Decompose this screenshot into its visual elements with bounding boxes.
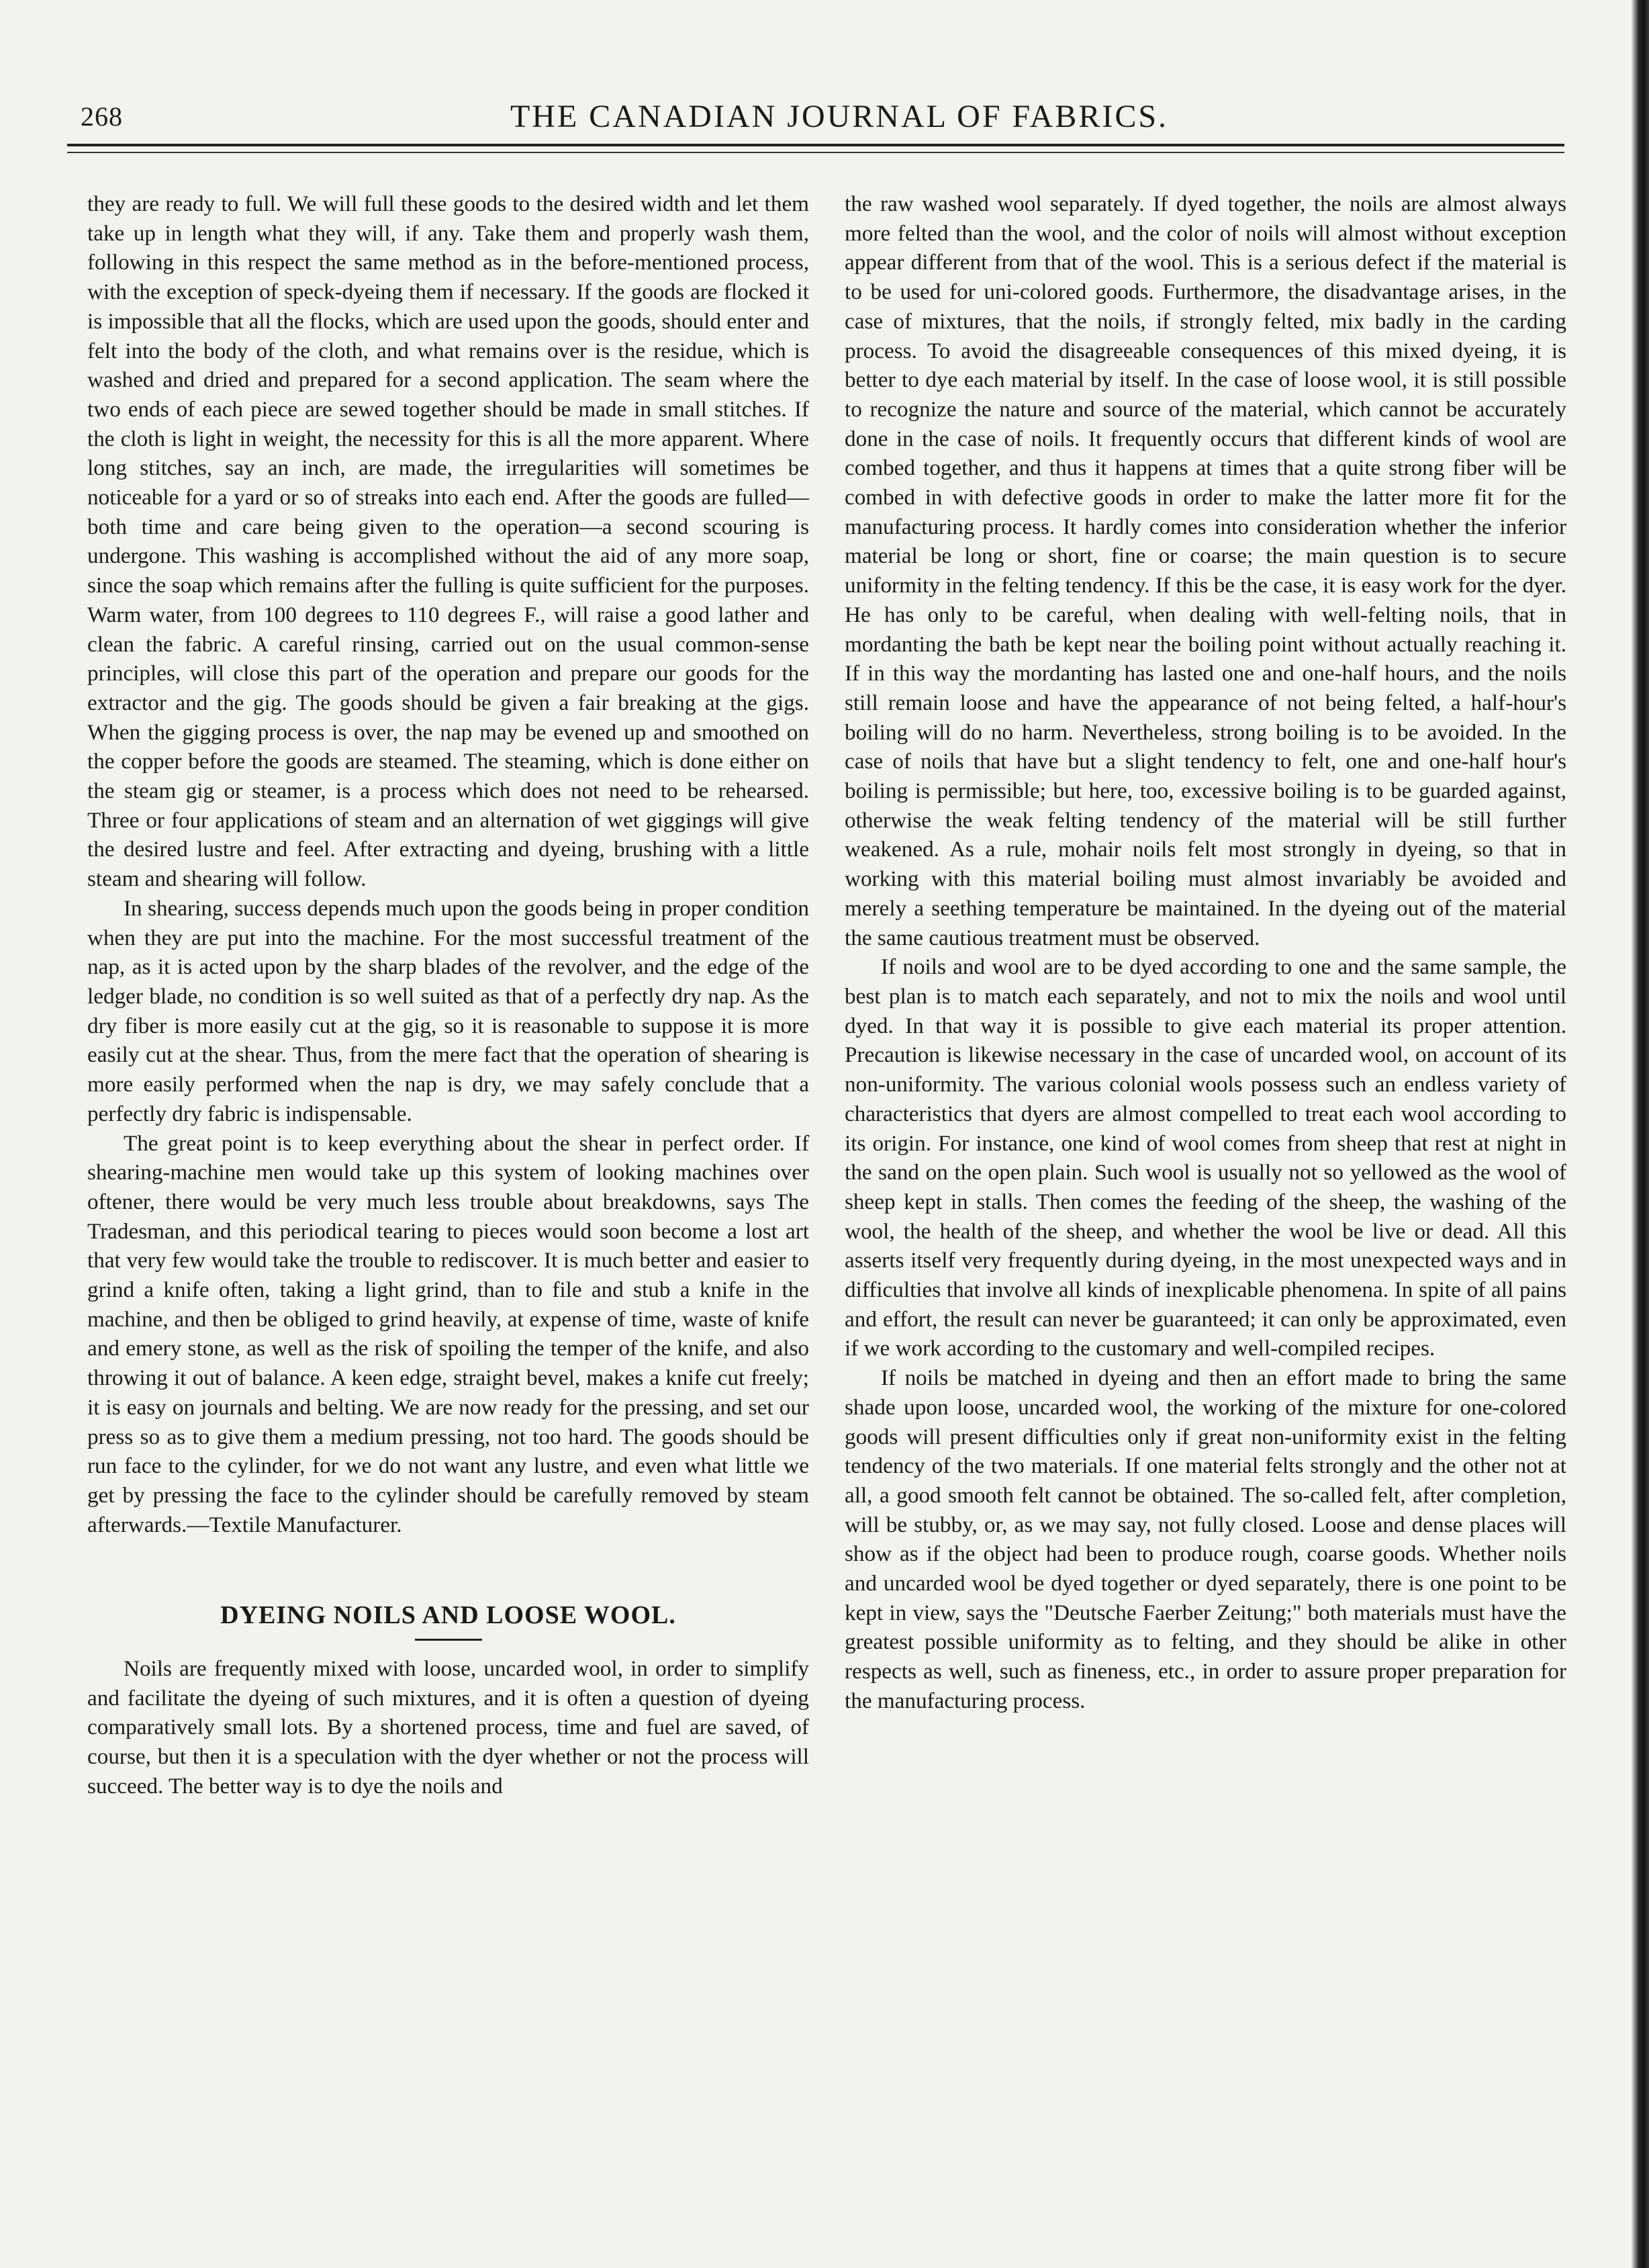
- article-heading: DYEING NOILS AND LOOSE WOOL.: [220, 1601, 676, 1630]
- article-paragraph: The great point is to keep everything about the shear in perfect order. If shearing-machine men would take up this system of looking machines over oftener, there would be very much less trouble about breakdowns, says The Tradesman, and this periodical tearing to pieces would soon become a lost art that very few would take the trouble to rediscover. It is much better and easier to grind a knife often, taking a light grind, than to file and stub a knife in the machine, and then be obliged to grind heavily, at expense of time, waste of knife and emery stone, as well as the risk of spoiling the temper of the knife, and also throwing it out of balance. A keen edge, straight bevel, makes a knife cut freely; it is easy on journals and belting. We are now ready for the pressing, and set our press so as to give them a medium pressing, not too hard. The goods should be run face to the cylinder, for we do not want any lustre, and even what little we get by pressing the face to the cylinder should be carefully removed by steam afterwards.—Textile Manufacturer.: [87, 1130, 809, 1537]
- article-paragraph: In shearing, success depends much upon the goods being in proper condition when they are put into the machine. For the most successful treatment of the nap, as it is acted upon by the sharp blades of the revolver, and the edge of the ledger blade, no condition is so well suited as that of a perfectly dry nap. As the dry fiber is more easily cut at the gig, so it is reasonable to suppose it is more easily cut at the shear. Thus, from the mere fact that the operation of shearing is more easily performed when the nap is dry, we may safely conclude that a perfectly dry fabric is indispensable.: [87, 895, 809, 1126]
- page-number: 268: [81, 101, 123, 132]
- right-column: [845, 189, 1566, 2204]
- article-paragraph: Noils are frequently mixed with loose, uncarded wool, in order to simplify and facilitate the dyeing of such mixtures, and it is often a question of dyeing comparatively small lots. By a shortened process, time and fuel are saved, of course, but then it is a speculation with the dyer whether or not the process will succeed. The better way is to dye the noils and: [87, 1656, 809, 1799]
- journal-title: THE CANADIAN JOURNAL OF FABRICS.: [510, 99, 1169, 134]
- left-column: [87, 189, 809, 2204]
- article-paragraph: they are ready to full. We will full these goods to the desired width and let them take up in length what they will, if any. Take them and properly wash them, following in this respect the same method as in the before-mentioned process, with the exception of speck-dyeing them if necessary. If the goods are flocked it is impossible that all the flocks, which are used upon the goods, should enter and felt into the body of the cloth, and what remains over is the residue, which is washed and dried and prepared for a second application. The seam where the two ends of each piece are sewed together should be made in small stitches. If the cloth is light in weight, the necessity for this is all the more apparent. Where long stitches, say an inch, are made, the irregularities will sometimes be noticeable for a yard or so of streaks into each end. After the goods are fulled—both time and care being given to the operation—a second scouring is undergone. This washing is accomplished without the aid of any more soap, since the soap which remains after the fulling is quite sufficient for the purposes. Warm water, from 100 degrees to 110 degrees F., will raise a good lather and clean the fabric. A careful rinsing, carried out on the usual common-sense principles, will close this part of the operation and prepare our goods for the extractor and the gig. The goods should be given a fair breaking at the gigs. When the gigging process is over, the nap may be evened up and smoothed on the copper before the goods are steamed. The steaming, which is done either on the steam gig or steamer, is a process which does not need to be rehearsed. Three or four applications of steam and an alternation of wet giggings will give the desired lustre and feel. After extracting and dyeing, brushing with a little steam and shearing will follow.: [87, 191, 809, 892]
- heading-rule: [415, 1639, 482, 1641]
- header-rule-thin: [67, 152, 1564, 153]
- scan-edge: [1632, 0, 1649, 2268]
- article-paragraph: the raw washed wool separately. If dyed together, the noils are almost always more felted than the wool, and the color of noils will almost without exception appear different from that of the wool. This is a serious defect if the material is to be used for uni-colored goods. Furthermore, the disadvantage arises, in the case of mixtures, that the noils, if strongly felted, mix badly in the carding process. To avoid the disagreeable consequences of this mixed dyeing, it is better to dye each material by itself. In the case of loose wool, it is still possible to recognize the nature and source of the material, which cannot be accurately done in the case of noils. It frequently occurs that different kinds of wool are combed together, and thus it happens at times that a quite strong fiber will be combed in with defective goods in order to make the latter more fit for the manufacturing process. It hardly comes into consideration whether the inferior material be long or short, fine or coarse; the main question is to secure uniformity in the felting tendency. If this be the case, it is easy work for the dyer. He has only to be careful, when dealing with well-felting noils, that in mordanting the bath be kept near the boiling point without actually reaching it. If in this way the mordanting has lasted one and one-half hours, and the noils still remain loose and have the appearance of not being felted, a half-hour's boiling will do no harm. Nevertheless, strong boiling is to be avoided. In the case of noils that have but a slight tendency to felt, one and one-half hour's boiling is permissible; but here, too, excessive boiling is to be guarded against, otherwise the weak felting tendency of the material will be still further weakened. As a rule, mohair noils felt most strongly in dyeing, so that in working with this material boiling must almost invariably be avoided and merely a seething temperature be maintained. In the dyeing out of the material the same cautious treatment must be observed.: [845, 191, 1566, 950]
- article-paragraph: If noils and wool are to be dyed according to one and the same sample, the best plan is to match each separately, and not to mix the noils and wool until dyed. In that way it is possible to give each material its proper attention. Precaution is likewise necessary in the case of uncarded wool, on account of its non-uniformity. The various colonial wools possess such an endless variety of characteristics that dyers are almost compelled to treat each wool according to its origin. For instance, one kind of wool comes from sheep that rest at night in the sand on the open plain. Such wool is usually not so yellowed as the wool of sheep kept in stalls. Then comes the feeding of the sheep, the washing of the wool, the health of the sheep, and whether the wool be live or dead. All this asserts itself very frequently during dyeing, in the most unexpected ways and in difficulties that involve all kinds of inexplicable phenomena. In spite of all pains and effort, the result can never be guaranteed; it can only be approximated, even if we work according to the customary and well-compiled recipes.: [845, 954, 1566, 1361]
- article-paragraph: If noils be matched in dyeing and then an effort made to bring the same shade upon loose, uncarded wool, the working of the mixture for one-colored goods will present difficulties only if great non-uniformity exist in the felting tendency of the two materials. If one material felts strongly and the other not at all, a good smooth felt cannot be obtained. The so-called felt, after completion, will be stubby, or, as we may say, not fully closed. Loose and dense places will show as if the object had been to produce rough, coarse goods. Whether noils and uncarded wool be dyed together or dyed separately, there is one point to be kept in view, says the "Deutsche Faerber Zeitung;" both materials must have the greatest possible uniformity as to felting, and they should be alike in other respects as well, such as fineness, etc., in order to assure proper preparation for the manufacturing process.: [845, 1365, 1566, 1713]
- header-rule-thick: [67, 144, 1564, 146]
